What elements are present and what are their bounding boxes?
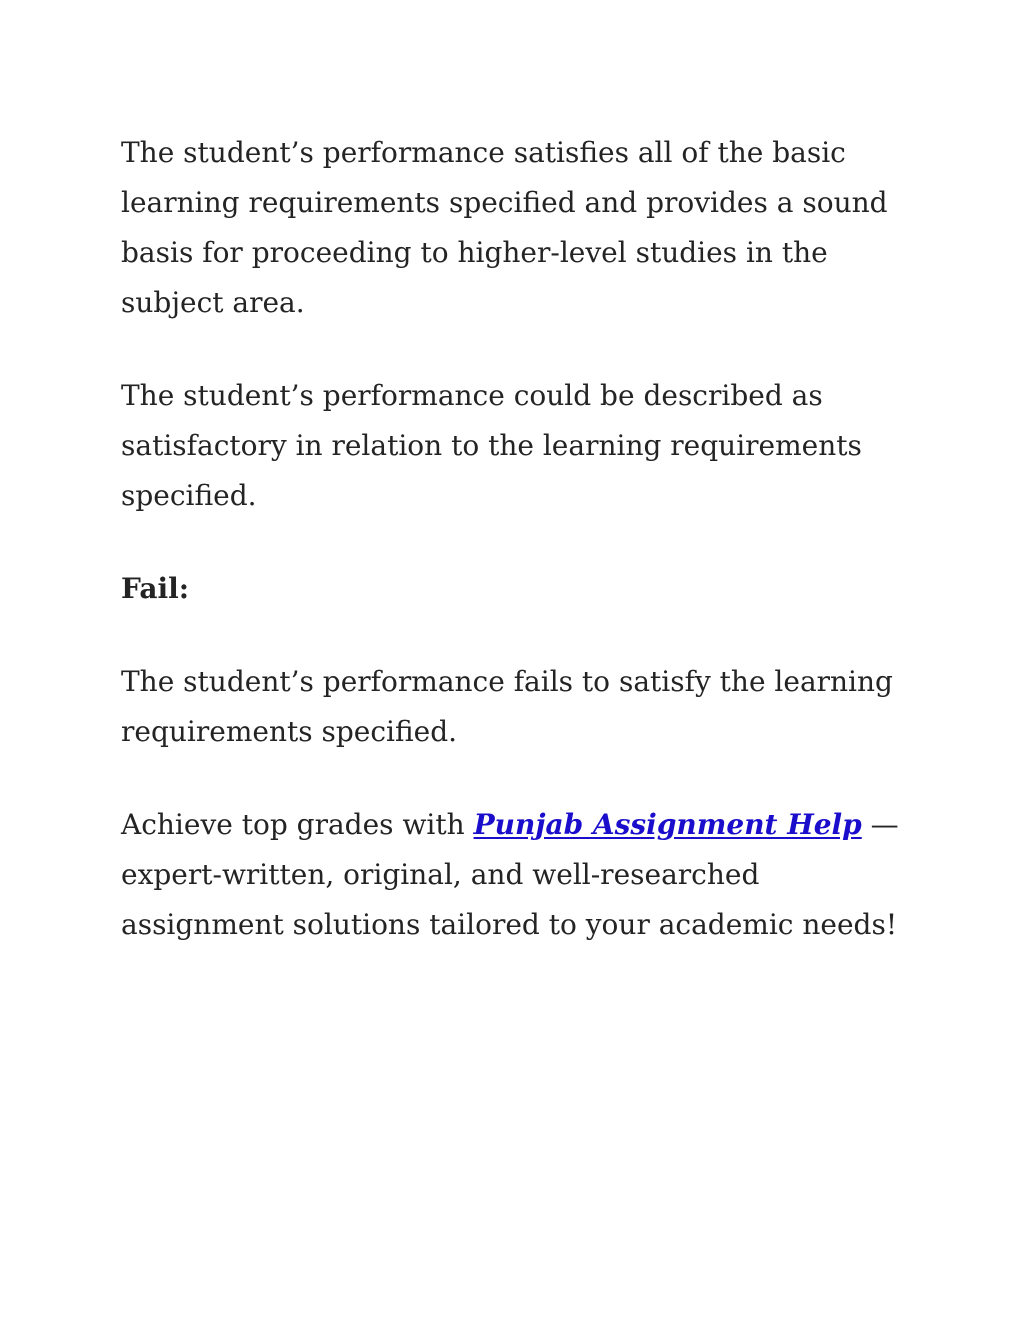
satisfactory-description-paragraph: The student’s performance could be described as satisfactory in relation to the learning requirements specified.: [121, 379, 862, 512]
fail-heading: Fail:: [121, 572, 190, 605]
promo-suffix: — expert-written, original, and well-researched assignment solutions tailored to your academic needs!: [121, 808, 899, 941]
punjab-assignment-help-link[interactable]: Punjab Assignment Help: [473, 808, 862, 841]
pass-description-paragraph: The student’s performance satisfies all of the basic learning requirements specified and provides a sound basis for proceeding to higher-level studies in the subject area.: [121, 136, 888, 319]
promo-paragraph: [121, 800, 911, 950]
fail-description-paragraph: The student’s performance fails to satisfy the learning requirements specified.: [121, 665, 893, 748]
document-body: [121, 128, 911, 993]
promo-prefix: Achieve top grades with: [121, 808, 474, 841]
